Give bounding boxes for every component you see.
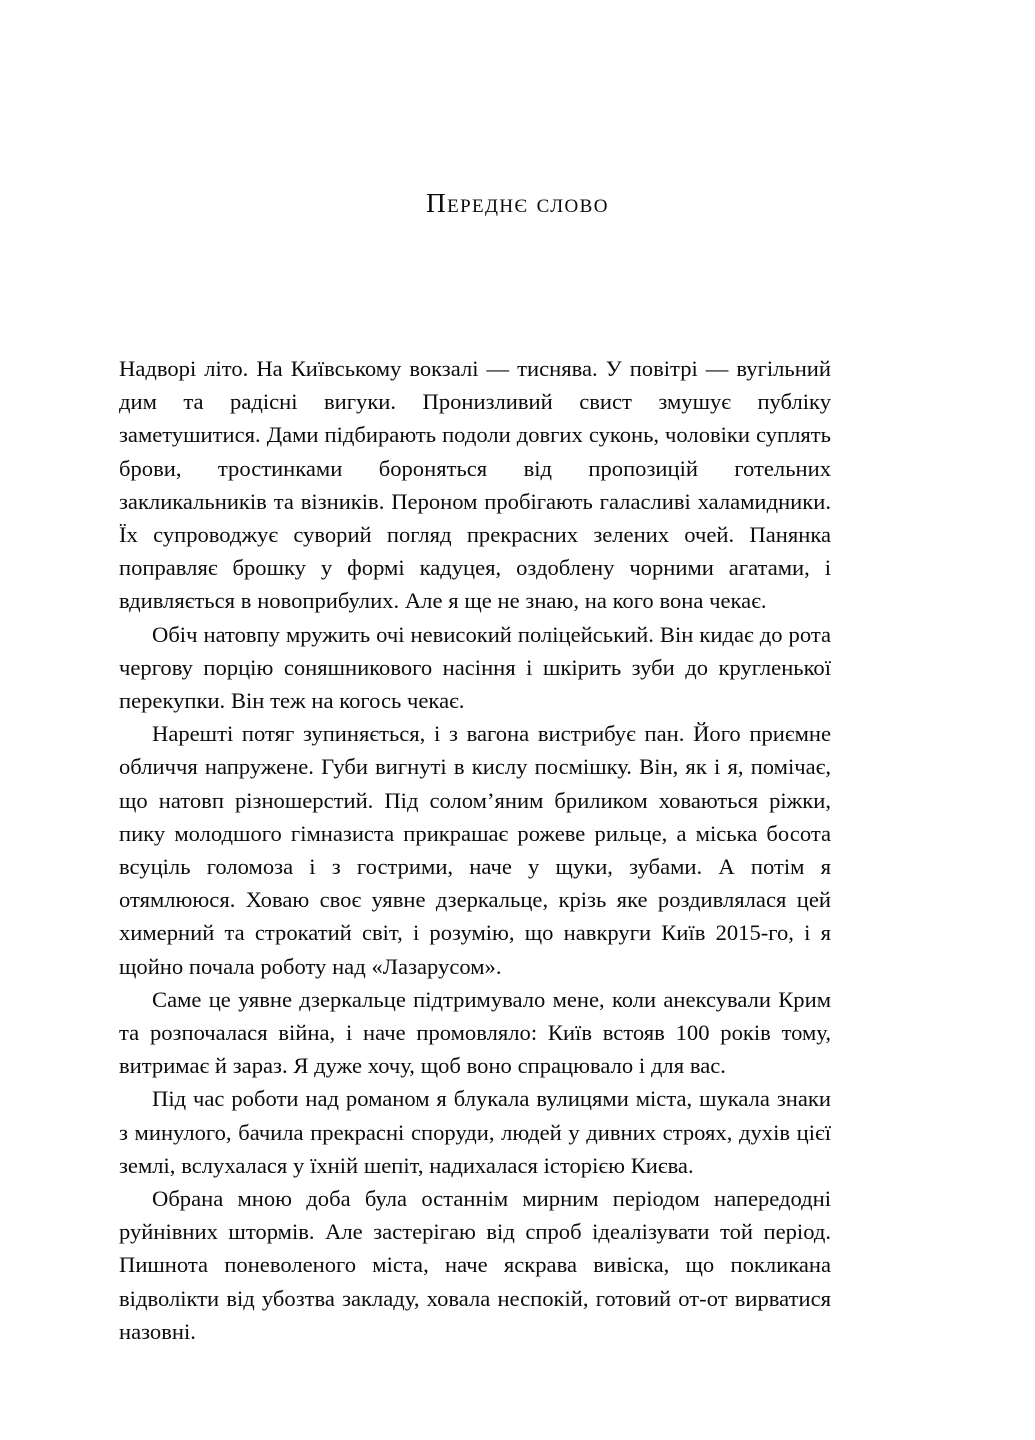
- page-title: Переднє слово: [426, 188, 609, 218]
- paragraph: Саме це уявне дзеркальце підтримувало мене, коли анексували Крим та розпочалася війна, і наче промовляло: Київ встояв 100 років тому, витримає й зараз. Я дуже хочу, щоб воно спрацювало і для вас.: [119, 986, 831, 1079]
- paragraph: Надворі літо. На Київському вокзалі — тиснява. У повітрі — вугільний дим та радісні вигуки. Пронизливий свист змушує публіку заметушитися. Дами підбирають подоли довгих суконь, чоловіки суплять брови, тростинками бороняться від пропозицій готельних закликальників та візників. Пероном пробігають галасливі халамидники. Їх супроводжує суворий погляд прекрасних зелених очей. Панянка поправляє брошку у формі кадуцея, оздоблену чорними агатами, і вдивляється в новоприбулих. Але я ще не знаю, на кого вона чекає.: [119, 356, 831, 614]
- paragraph: Обіч натовпу мружить очі невисокий поліцейський. Він кидає до рота чергову порцію соняшникового насіння і шкірить зуби до кругленької перекупки. Він теж на когось чекає.: [119, 621, 831, 714]
- paragraph: Нарешті потяг зупиняється, і з вагона вистрибує пан. Його приємне обличчя напружене. Губи вигнуті в кислу посмішку. Він, як і я, помічає, що натовп різношерстий. Під солом’яним бриликом ховаються ріжки, пику молодшого гімназиста прикрашає рожеве рильце, а міська босота всуціль голомоза і з гострими, наче у щуки, зубами. А потім я отямлююся. Ховаю своє уявне дзеркальце, крізь яке роздивлялася цей химерний та строкатий світ, і розумію, що навкруги Київ 2015-го, і я щойно почала роботу над «Лазарусом».: [119, 721, 831, 979]
- body-text-block: [119, 352, 831, 1348]
- paragraph: Обрана мною доба була останнім мирним періодом напередодні руйнівних штормів. Але застерігаю від спроб ідеалізувати той період. Пишнота поневоленого міста, наче яскрава вивіска, що покликана відволікти від убозтва закладу, ховала неспокій, готовий от-от вирватися назовні.: [119, 1186, 831, 1344]
- paragraph: Під час роботи над романом я блукала вулицями міста, шукала знаки з минулого, бачила прекрасні споруди, людей у дивних строях, духів цієї землі, вслухалася у їхній шепіт, надихалася історією Києва.: [119, 1086, 831, 1178]
